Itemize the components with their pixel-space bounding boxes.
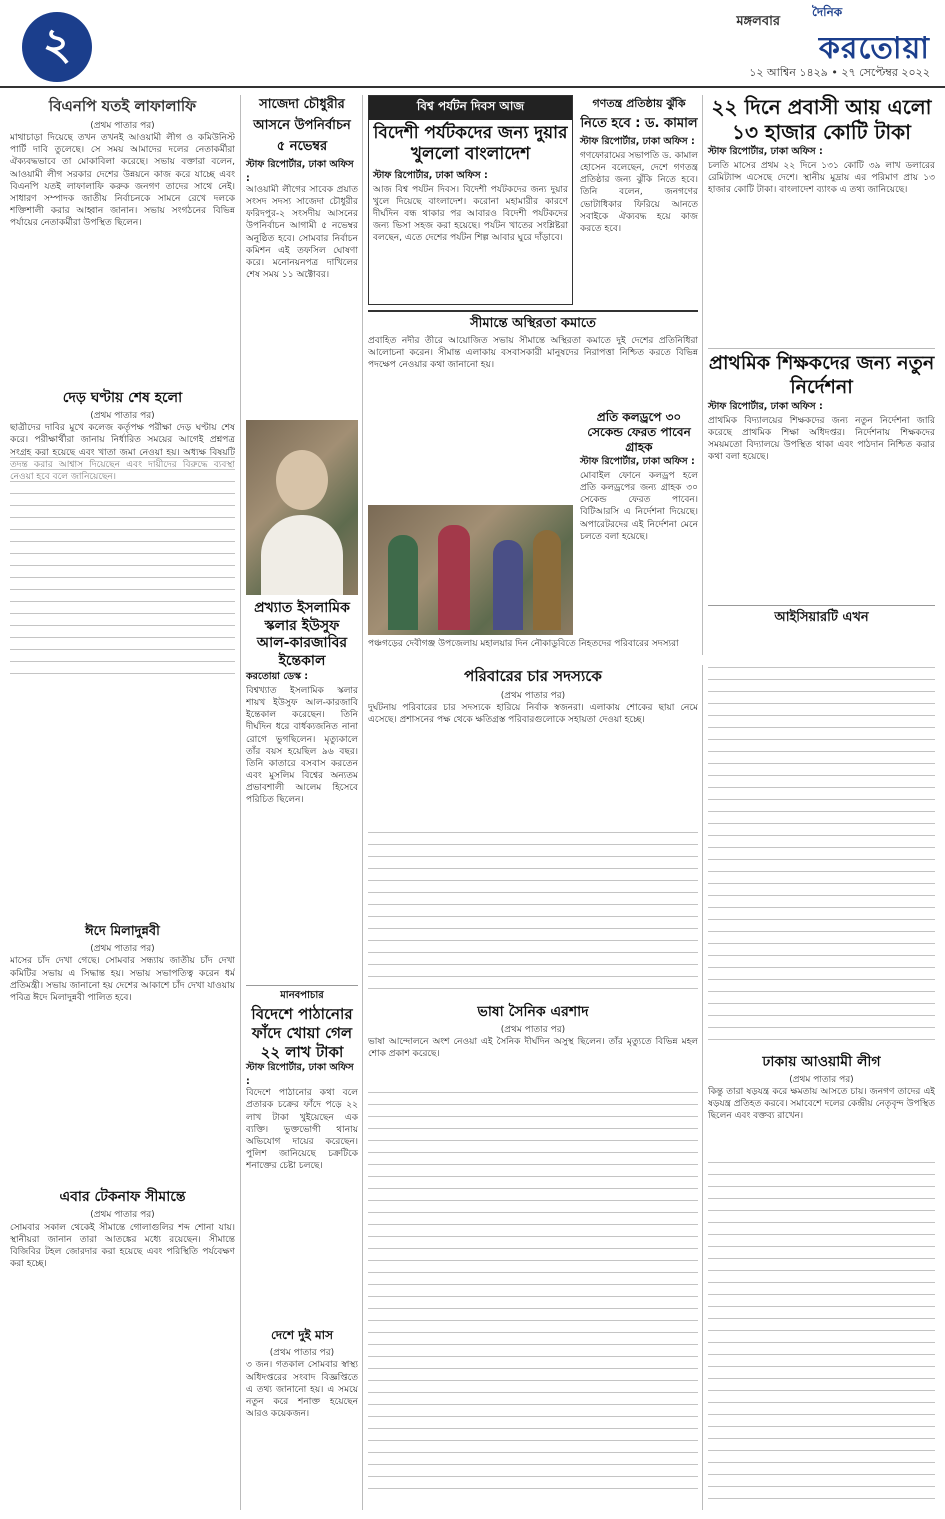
byline: করতোয়া ডেস্ক : [246,671,309,682]
cont-label: (প্রথম পাতার পর) [90,1210,155,1221]
headline-qaradawi: প্রখ্যাত ইসলামিক স্কলার ইউসুফ আল-কারজাবির ইন্তেকাল [254,600,350,669]
article-text: আজ বিশ্ব পর্যটন দিবস। বিদেশী পর্যটকদের জন্য দুয়ার খুলে দিয়েছে বাংলাদেশ। করোনা মহামারীর কারণে দীর্ঘদিন বন্ধ থাকার পর আবারও বিদেশী পর্যটকদের জন্য ভিসা সহজ করা হয়েছে। পর্যটন খাতের সংশ্লিষ্টরা বলছেন, এতে দেশের পর্যটন শিল্প আবার ঘুরে দাঁড়াবে। [373,184,568,244]
section-divider [708,348,935,349]
text-block [708,665,935,1045]
article-text: মোবাইল ফোনে কলড্রপ হলে প্রতি কলড্রপের জন্য গ্রাহক ৩০ সেকেন্ড ফেরত পাবেন। বিটিআরসি এ নির্দেশনা দিয়েছে। অপারেটরদের এই নির্দেশনা মেনে চলতে বলা হয়েছে। [580,471,698,542]
photo-figure [533,530,561,630]
article-text: সোমবার সকাল থেকেই সীমান্তে গোলাগুলির শব্দ শোনা যায়। স্থানীয়রা জানান তারা আতঙ্কের মধ্যে রয়েছেন। সীমান্তে বিজিবির টহল জোরদার করা হয়েছে এবং পরিস্থিতি পর্যবেক্ষণ করা হচ্ছে। [10,1222,235,1269]
text-block [708,1160,935,1505]
headline-exam: দেড় ঘণ্টায় শেষ হলো [62,390,183,407]
photo-figure [388,535,418,630]
column-1 [10,95,235,1510]
cont-label: (প্রথম পাতার পর) [500,691,566,701]
logo-main-text: করতোয়া [818,31,930,66]
byline: স্টাফ রিপোর্টার, ঢাকা অফিস : [708,400,823,412]
tourism-kicker: বিশ্ব পর্যটন দিবস আজ [369,96,572,120]
photo-figure [438,525,470,630]
photo-caption: পঞ্চগড়ের দেবীগঞ্জ উপজেলায় মহালয়ার দিন নৌকাডুবিতে নিহতদের পরিবারের সদস্যরা [368,639,679,649]
article-text: প্রাথমিক বিদ্যালয়ের শিক্ষকদের জন্য নতুন নির্দেশনা জারি করেছে প্রাথমিক শিক্ষা অধিদপ্তর। নির্দেশনায় শিক্ষকদের সময়মতো বিদ্যালয়ে উপস্থিত থাকা এবং পাঠদান নিশ্চিত করার কথা বলা হয়েছে। [708,415,935,462]
sub-headline: আইসিয়ারটি এখন [708,605,935,629]
awami-headline: ঢাকায় আওয়ামী লীগ [762,1054,881,1070]
logo-top-text: দৈনিক [812,5,843,19]
article-text: ৩ জন। গতকাল সোমবার স্বাস্থ্য অধিদপ্তরের সংবাদ বিজ্ঞপ্তিতে এ তথ্য জানানো হয়। এ সময়ে নতুন করে শনাক্ত হয়েছেন আরও কয়েকজন। [246,1360,358,1419]
family-headline: পরিবারের চার সদস্যকে [464,667,602,685]
text-block [368,1090,698,1500]
newspaper-logo [790,4,930,66]
teachers-article [708,352,935,652]
article-text: গণফোরামের সভাপতি ড. কামাল হোসেন বলেছেন, দেশে গণতন্ত্র প্রতিষ্ঠার জন্য ঝুঁকি নিতে হবে। তিনি বলেন, জনগণের ভোটাধিকার ফিরিয়ে আনতে সবাইকে ঐক্যবদ্ধ হয়ে কাজ করতে হবে। [580,151,698,234]
column-divider [702,665,703,1510]
remittance-article [708,95,935,345]
headline-date: ৫ নভেম্বর [276,139,328,154]
column-divider [702,95,703,655]
article-text: মাসের চাঁদ দেখা গেছে। সোমবার সন্ধ্যায় জাতীয় চাঁদ দেখা কমিটির সভায় এ সিদ্ধান্ত হয়। সভায় সভাপতিত্ব করেন ধর্ম প্রতিমন্ত্রী। সভায় জানানো হয় দেশের আকাশে চাঁদ দেখা যাওয়ায় পবিত্র ঈদে মিলাদুন্নবী পালিত হবে। [10,956,235,1003]
article-text: মাথাচাড়া দিয়েছে তখন তখনই আওয়ামী লীগ ও কমিউনিস্ট পার্টি দাবি তুলেছে। সে সময় আমাদের দলের নেতাকর্মীরা ঐক্যবদ্ধভাবে তা মোকাবিলা করেছে। সভায় বক্তারা বলেন, আওয়ামী লীগ সরকার দেশের উন্নয়নে কাজ করে যাচ্ছে এবং বিএনপি যতই লাফালাফি করুক জনগণ তাদের সাথে নেই। সাধারণ সম্পাদক জাতীয় নির্বাচনকে সামনে রেখে দলকে শক্তিশালী করার আহ্বান জানান। সভায় সংগঠনের বিভিন্ন পর্যায়ের নেতাকর্মীরা উপস্থিত ছিলেন। [10,133,235,229]
column-divider [240,95,241,1510]
byline: স্টাফ রিপোর্টার, ঢাকা অফিস : [580,136,695,147]
democracy-kicker: গণতন্ত্র প্রতিষ্ঠায় ঝুঁকি [592,97,686,110]
text-block [10,455,235,675]
byline: স্টাফ রিপোর্টার, ঢাকা অফিস : [246,159,354,184]
calldrop-headline: প্রতি কলড্রপে ৩০ সেকেন্ড ফেরত পাবেন গ্রাহক [587,410,691,454]
article-text: কিন্তু তারা ষড়যন্ত্র করে ক্ষমতায় আসতে চায়। জনগণ তাদের এই ষড়যন্ত্র প্রতিহত করবে। সমাবেশে দলের কেন্দ্রীয় নেতৃবৃন্দ উপস্থিত ছিলেন এবং বক্তব্য রাখেন। [708,1087,935,1122]
border-headline: সীমান্তে অস্থিরতা কমাতে [368,310,698,335]
article-text: আওয়ামী লীগের সাবেক প্রয়াত সংসদ সদস্য সাজেদা চৌধুরীর ফরিদপুর-২ সংসদীয় আসনের উপনির্বাচন আগামী ৫ নভেম্বর অনুষ্ঠিত হবে। সোমবার নির্বাচন কমিশন এই তফসিল ঘোষণা করে। মনোনয়নপত্র দাখিলের শেষ সময় ১১ অক্টোবর। [246,185,358,280]
byline: স্টাফ রিপোর্টার, ঢাকা অফিস : [246,1062,354,1088]
democracy-headline: নিতে হবে : ড. কামাল [580,116,698,131]
cont-label: (প্রথম পাতার পর) [500,1025,566,1035]
dateline: ১২ আশ্বিন ১৪২৯ • ২৭ সেপ্টেম্বর ২০২২ [749,66,930,79]
headline-two-months: দেশে দুই মাস [270,1328,334,1343]
portrait-body [261,515,343,595]
cont-label: (প্রথম পাতার পর) [789,1075,854,1085]
column-divider [362,95,363,1510]
language-headline: ভাষা সৈনিক এরশাদ [477,1004,589,1020]
cont-label: (প্রথম পাতার পর) [269,1348,335,1359]
photo-figure [493,540,523,630]
page-number: ২ [22,12,92,82]
portrait-face [276,450,328,510]
teachers-headline: প্রাথমিক শিক্ষকদের জন্য নতুন নির্দেশনা [708,352,935,398]
tourism-box [368,95,573,305]
cont-label: (প্রথম পাতার পর) [90,411,155,422]
remittance-headline: ২২ দিনে প্রবাসী আয় এলো ১৩ হাজার কোটি টাকা [711,95,932,144]
tourism-headline: বিদেশী পর্যটকদের জন্য দুয়ার খুললো বাংলাদেশ [373,123,568,165]
headline-trafficking: বিদেশে পাঠানোর ফাঁদে খোয়া গেল ২২ লাখ টাকা [251,1005,353,1061]
cont-label: (প্রথম পাতার পর) [90,121,155,131]
news-photo [368,505,573,635]
headline-eid: ঈদে মিলাদুন্নবী [85,924,160,940]
headline-bnp: বিএনপি যতই লাফালাফি [48,97,197,115]
article-text: বিদেশে পাঠানোর কথা বলে প্রতারক চক্রের ফাঁদে পড়ে ২২ লাখ টাকা খুইয়েছেন এক ব্যক্তি। ভুক্তভোগী থানায় অভিযোগ দায়ের করেছেন। পুলিশ জানিয়েছে চক্রটিকে শনাক্তের চেষ্টা চলছে। [246,1088,358,1172]
byline: স্টাফ রিপোর্টার, ঢাকা অফিস : [580,456,695,467]
column-2-lower [246,600,358,1505]
byline: স্টাফ রিপোর্টার, ঢাকা অফিস : [708,146,823,157]
text-block [368,830,698,990]
article-text: দুর্ঘটনায় পরিবারের চার সদস্যকে হারিয়ে নির্বাক স্বজনরা। এলাকায় শোকের ছায়া নেমে এসেছে। প্রশাসনের পক্ষ থেকে ক্ষতিগ্রস্ত পরিবারগুলোকে সহায়তা দেওয়া হচ্ছে। [368,703,698,726]
article-text: ছাত্রীদের দাবির মুখে কলেজ কর্তৃপক্ষ পরীক্ষা দেড় ঘণ্টায় শেষ করে। পরীক্ষার্থীরা জানায় নির্ধারিত সময়ের আগেই প্রশ্নপত্র সংগ্রহ করা হয়েছে এবং খাতা জমা নেওয়া হয়। অধ্যক্ষ বিষয়টি তদন্ত করার আশ্বাস দিয়েছেন এবং দায়ীদের বিরুদ্ধে ব্যবস্থা নেওয়া হবে বলে জানিয়েছেন। [10,423,235,482]
day-label: মঙ্গলবার [736,14,780,29]
article-text: প্রবাহিত নদীর তীরে আয়োজিত সভায় সীমান্তে অস্থিরতা কমাতে দুই দেশের প্রতিনিধিরা আলোচনা করেন। সীমান্ত এলাকায় বসবাসকারী মানুষদের নিরাপত্তা নিশ্চিত করতে বিভিন্ন পদক্ষেপ নেওয়ার কথা জানানো হয়। [368,336,698,371]
article-text: ভাষা আন্দোলনে অংশ নেওয়া এই সৈনিক দীর্ঘদিন অসুস্থ ছিলেন। তাঁর মৃত্যুতে বিভিন্ন মহল শোক প্রকাশ করেছে। [368,1037,698,1060]
headline-sajeda: সাজেদা চৌধুরীর আসনে উপনির্বাচন [253,97,351,133]
portrait-photo [246,420,358,595]
headline-teknaf: এবার টেকনাফ সীমান্তে [59,1189,186,1206]
article-text: বিশ্বখ্যাত ইসলামিক স্কলার শায়খ ইউসুফ আল-কারজাবি ইন্তেকাল করেছেন। তিনি দীর্ঘদিন ধরে বার্ধক্যজনিত নানা রোগে ভুগছিলেন। মৃত্যুকালে তাঁর বয়স হয়েছিল ৯৬ বছর। তিনি কাতারে বসবাস করতেন এবং মুসলিম বিশ্বের অন্যতম প্রভাবশালী আলেম হিসেবে পরিচিত ছিলেন। [246,686,358,806]
masthead [0,0,945,88]
byline: স্টাফ রিপোর্টার, ঢাকা অফিস : [373,169,488,181]
article-text: চলতি মাসের প্রথম ২২ দিনে ১৩১ কোটি ৩৯ লাখ ডলারের রেমিট্যান্স এসেছে দেশে। স্থানীয় মুদ্রায় এর পরিমাণ প্রায় ১৩ হাজার কোটি টাকা। বাংলাদেশ ব্যাংক এ তথ্য জানিয়েছে। [708,161,935,196]
cont-label: (প্রথম পাতার পর) [90,944,155,955]
kicker: মানবপাচার [246,985,358,1005]
